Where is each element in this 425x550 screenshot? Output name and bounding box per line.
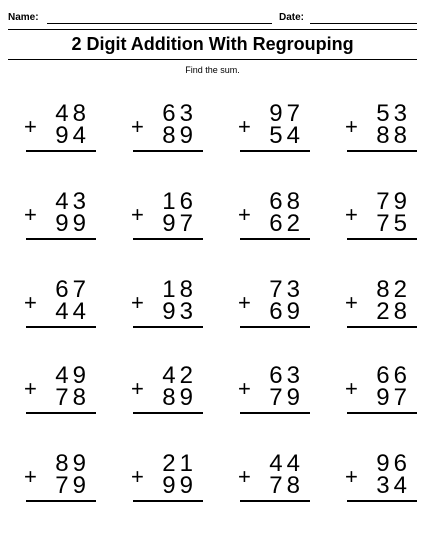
- plus-sign: +: [345, 202, 358, 227]
- addend-top: 97: [269, 100, 304, 127]
- answer-line[interactable]: [347, 238, 417, 240]
- addend-top: 43: [55, 188, 90, 215]
- answer-line[interactable]: [240, 412, 310, 414]
- addition-problem: [131, 362, 203, 420]
- answer-line[interactable]: [347, 412, 417, 414]
- plus-sign: +: [238, 464, 251, 489]
- answer-line[interactable]: [26, 150, 96, 152]
- addend-top: 21: [162, 450, 197, 477]
- plus-sign: +: [24, 114, 37, 139]
- answer-line[interactable]: [26, 326, 96, 328]
- addend-bottom: 94: [55, 122, 90, 149]
- plus-sign: +: [345, 376, 358, 401]
- addend-top: 79: [376, 188, 411, 215]
- addend-bottom: 89: [162, 384, 197, 411]
- addition-problem: [238, 362, 310, 420]
- addition-problem: [131, 188, 203, 246]
- name-label: Name:: [8, 12, 39, 23]
- addend-bottom: 79: [55, 472, 90, 499]
- addend-bottom: 78: [55, 384, 90, 411]
- addend-bottom: 79: [269, 384, 304, 411]
- answer-line[interactable]: [133, 150, 203, 152]
- plus-sign: +: [24, 290, 37, 315]
- plus-sign: +: [131, 376, 144, 401]
- addend-top: 67: [55, 276, 90, 303]
- addend-bottom: 99: [55, 210, 90, 237]
- page-title: 2 Digit Addition With Regrouping: [71, 34, 354, 54]
- plus-sign: +: [345, 464, 358, 489]
- addend-bottom: 62: [269, 210, 304, 237]
- addend-top: 96: [376, 450, 411, 477]
- plus-sign: +: [238, 376, 251, 401]
- addend-top: 66: [376, 362, 411, 389]
- date-field[interactable]: [310, 23, 417, 24]
- addend-bottom: 89: [162, 122, 197, 149]
- plus-sign: +: [131, 290, 144, 315]
- addend-bottom: 97: [162, 210, 197, 237]
- addition-problem: [131, 450, 203, 508]
- addend-top: 53: [376, 100, 411, 127]
- addend-bottom: 44: [55, 298, 90, 325]
- plus-sign: +: [24, 464, 37, 489]
- addend-top: 63: [162, 100, 197, 127]
- addend-top: 73: [269, 276, 304, 303]
- date-label: Date:: [279, 12, 305, 23]
- addition-problem: [24, 362, 96, 420]
- addition-problem: [238, 188, 310, 246]
- addend-bottom: 99: [162, 472, 197, 499]
- addition-problem: [131, 100, 203, 158]
- addend-bottom: 88: [376, 122, 411, 149]
- addend-bottom: 34: [376, 472, 411, 499]
- plus-sign: +: [131, 464, 144, 489]
- addition-problem: [24, 100, 96, 158]
- addition-problem: [345, 450, 417, 508]
- answer-line[interactable]: [26, 500, 96, 502]
- answer-line[interactable]: [133, 412, 203, 414]
- addend-top: 82: [376, 276, 411, 303]
- addend-bottom: 93: [162, 298, 197, 325]
- addend-top: 18: [162, 276, 197, 303]
- addend-bottom: 28: [376, 298, 411, 325]
- addition-problem: [24, 450, 96, 508]
- addend-top: 16: [162, 188, 197, 215]
- addition-problem: [238, 450, 310, 508]
- addition-problem: [345, 100, 417, 158]
- addend-bottom: 69: [269, 298, 304, 325]
- addition-problem: [131, 276, 203, 334]
- addend-bottom: 97: [376, 384, 411, 411]
- addition-problem: [345, 362, 417, 420]
- answer-line[interactable]: [240, 500, 310, 502]
- addend-top: 68: [269, 188, 304, 215]
- worksheet-header: [8, 10, 420, 26]
- answer-line[interactable]: [347, 150, 417, 152]
- addend-bottom: 78: [269, 472, 304, 499]
- addition-problem: [238, 276, 310, 334]
- answer-line[interactable]: [347, 500, 417, 502]
- title-top-rule: [8, 29, 417, 30]
- addend-bottom: 54: [269, 122, 304, 149]
- answer-line[interactable]: [240, 326, 310, 328]
- answer-line[interactable]: [133, 500, 203, 502]
- addend-top: 89: [55, 450, 90, 477]
- answer-line[interactable]: [240, 238, 310, 240]
- addend-top: 44: [269, 450, 304, 477]
- addend-bottom: 75: [376, 210, 411, 237]
- addition-problem: [24, 276, 96, 334]
- addition-problem: [24, 188, 96, 246]
- instructions-text: Find the sum.: [185, 65, 240, 75]
- answer-line[interactable]: [133, 238, 203, 240]
- plus-sign: +: [24, 202, 37, 227]
- plus-sign: +: [24, 376, 37, 401]
- plus-sign: +: [131, 202, 144, 227]
- addition-problem: [345, 188, 417, 246]
- answer-line[interactable]: [133, 326, 203, 328]
- plus-sign: +: [238, 114, 251, 139]
- answer-line[interactable]: [240, 150, 310, 152]
- plus-sign: +: [238, 202, 251, 227]
- addend-top: 63: [269, 362, 304, 389]
- addend-top: 42: [162, 362, 197, 389]
- answer-line[interactable]: [347, 326, 417, 328]
- addition-problem: [345, 276, 417, 334]
- addend-top: 48: [55, 100, 90, 127]
- addition-problem: [238, 100, 310, 158]
- answer-line[interactable]: [26, 238, 96, 240]
- plus-sign: +: [345, 290, 358, 315]
- plus-sign: +: [238, 290, 251, 315]
- plus-sign: +: [131, 114, 144, 139]
- addend-top: 49: [55, 362, 90, 389]
- title-bottom-rule: [8, 59, 417, 60]
- plus-sign: +: [345, 114, 358, 139]
- answer-line[interactable]: [26, 412, 96, 414]
- name-field[interactable]: [47, 23, 272, 24]
